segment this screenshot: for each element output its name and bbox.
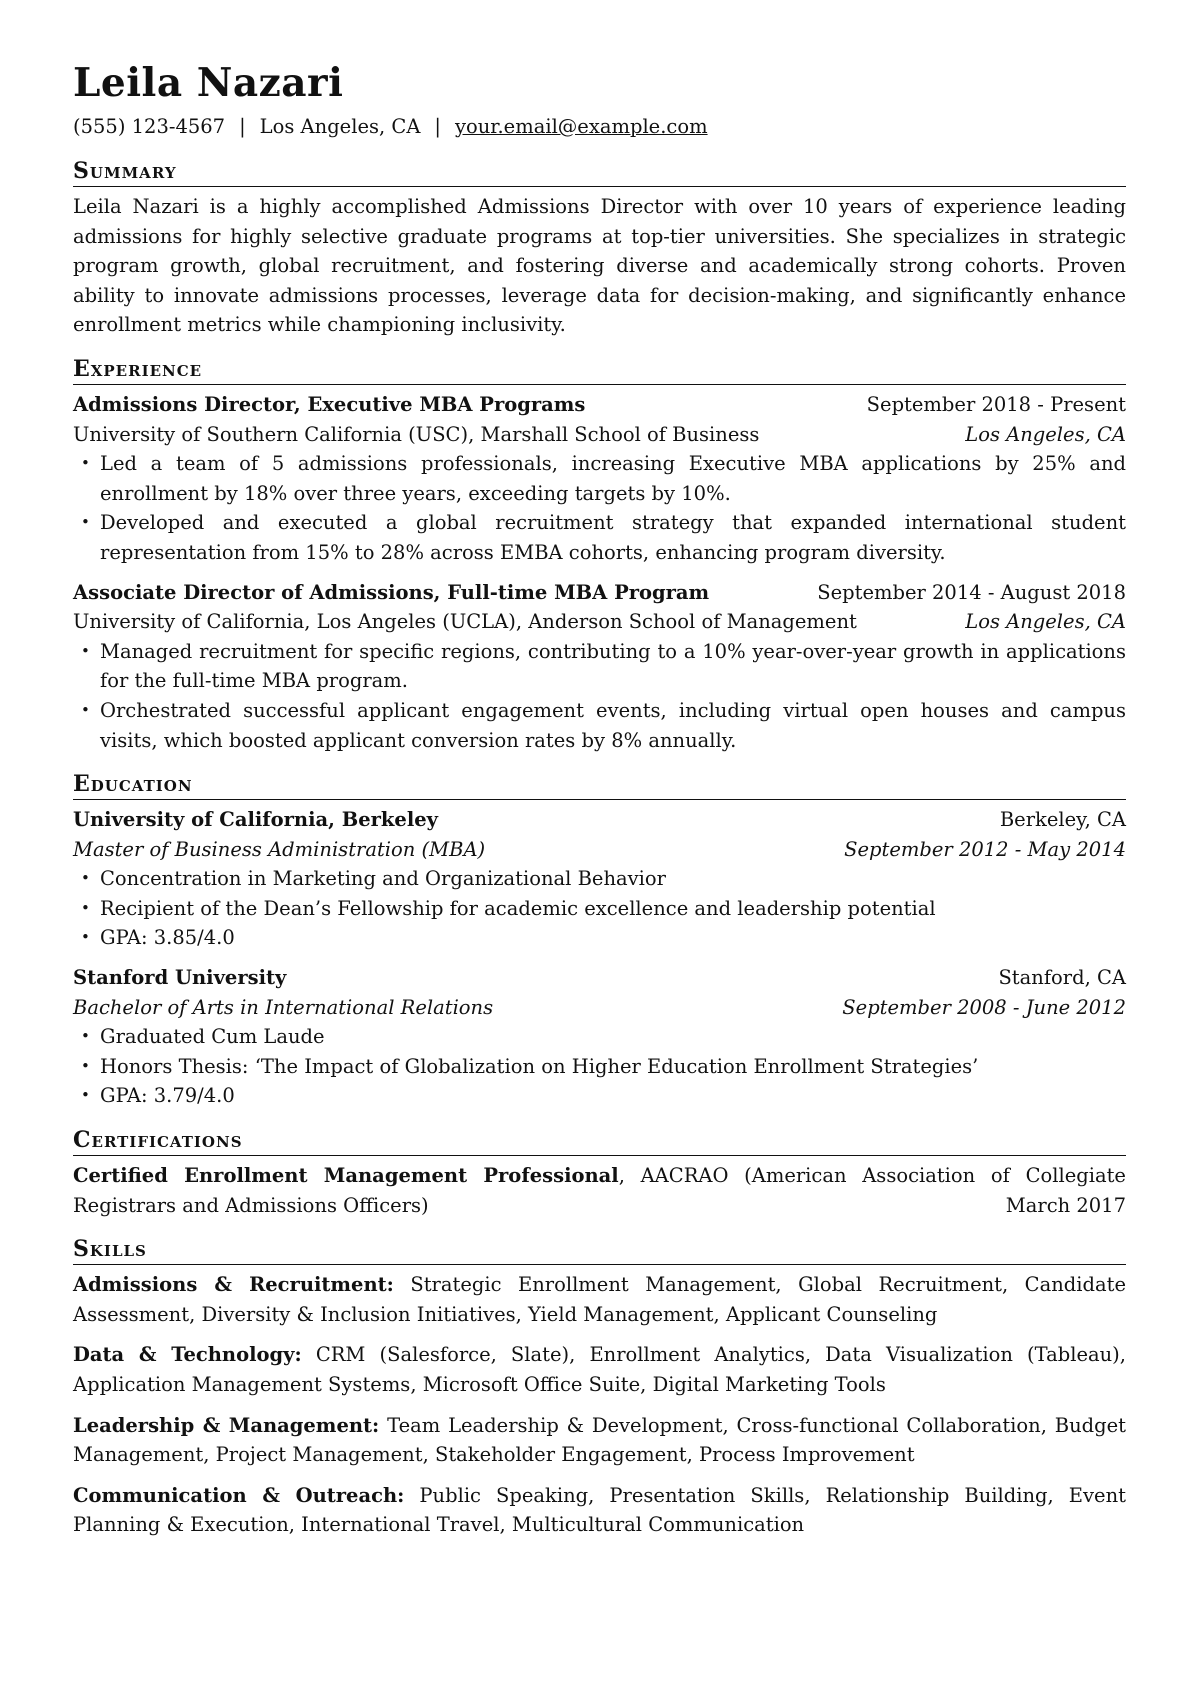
job-organization: University of California, Los Angeles (UCLA), Anderson School of Management [73, 610, 857, 634]
section-title-experience: Experience [73, 354, 1126, 385]
skill-group [73, 1411, 1126, 1470]
school-location: Berkeley, CA [999, 808, 1126, 832]
bullet-item: • Developed and executed a global recruitment strategy that expanded international student representation from 15% to 28% across EMBA cohorts, enhancing program diversity. [73, 508, 1126, 567]
contact-line [73, 112, 1126, 142]
job-title: Associate Director of Admissions, Full-time MBA Program [73, 580, 710, 604]
bullet-item: • GPA: 3.79/4.0 [73, 1081, 1126, 1111]
skill-group-label: Admissions & Recruitment: [73, 1273, 394, 1297]
education-entry [73, 805, 1126, 953]
bullet-item: • GPA: 3.85/4.0 [73, 923, 1126, 953]
bullet-icon: • [81, 928, 90, 947]
degree: Master of Business Administration (MBA) [73, 837, 486, 861]
job-dates: September 2014 - August 2018 [817, 580, 1126, 604]
certification-name: Certified Enrollment Management Professional [73, 1164, 619, 1188]
bullet-item: • Orchestrated successful applicant engagement events, including virtual open houses and campus visits, which boosted applicant conversion rates by 8% annually. [73, 696, 1126, 755]
location: Los Angeles, CA [259, 115, 421, 138]
bullet-item: • Led a team of 5 admissions professionals, increasing Executive MBA applications by 25% and enrollment by 18% over three years, exceeding targets by 10%. [73, 449, 1126, 508]
job-location: Los Angeles, CA [965, 610, 1126, 634]
candidate-name: Leila Nazari [73, 60, 344, 106]
contact-separator: | [239, 115, 246, 138]
resume-page [73, 58, 1126, 1551]
bullet-icon: • [81, 454, 90, 473]
degree: Bachelor of Arts in International Relations [73, 995, 494, 1019]
skill-group [73, 1481, 1126, 1540]
certification-date: March 2017 [1005, 1193, 1126, 1217]
school-name: Stanford University [73, 966, 287, 990]
bullet-icon: • [81, 1027, 90, 1046]
bullet-item: • Graduated Cum Laude [73, 1022, 1126, 1052]
education-dates: September 2008 - June 2012 [842, 995, 1126, 1019]
skill-group-text: Strategic Enrollment Management, Global Recruitment, Candidate Assessment, Diversity & Inclusion Initiatives, Yield Management, Applicant Counseling [73, 1273, 1126, 1326]
bullet-icon: • [81, 641, 90, 660]
summary-text: Leila Nazari is a highly accomplished Admissions Director with over 10 years of experience leading admissions for highly selective graduate programs at top-tier universities. She specializes in strategic program growth, global recruitment, and fostering diverse and academically strong cohorts. Proven ability to innovate admissions processes, leverage data for decision-making, and significantly enhance enrollment metrics while championing inclusivity. [73, 195, 1126, 337]
skill-group-label: Leadership & Management: [73, 1413, 380, 1437]
bullet-item: • Managed recruitment for specific regions, contributing to a 10% year-over-year growth in applications for the full-time MBA program. [73, 637, 1126, 696]
bullet-item: • Honors Thesis: ‘The Impact of Globalization on Higher Education Enrollment Strategies’ [73, 1052, 1126, 1082]
skill-group-label: Data & Technology: [73, 1343, 302, 1367]
section-title-summary: Summary [73, 156, 1126, 187]
bullet-icon: • [81, 513, 90, 532]
phone-number: (555) 123-4567 [73, 115, 226, 138]
job-dates: September 2018 - Present [866, 392, 1126, 416]
contact-separator: | [434, 115, 441, 138]
skill-group-text: Public Speaking, Presentation Skills, Relationship Building, Event Planning & Execution, International Travel, Multicultural Communication [73, 1483, 1126, 1537]
bullet-item: • Concentration in Marketing and Organizational Behavior [73, 864, 1126, 894]
bullet-icon: • [81, 1056, 90, 1075]
education-bullets [73, 864, 1126, 953]
education-entry [73, 963, 1126, 1111]
skill-group [73, 1340, 1126, 1399]
job-bullets [73, 449, 1126, 567]
skill-group [73, 1270, 1126, 1329]
job-bullets [73, 637, 1126, 755]
job-location: Los Angeles, CA [965, 422, 1126, 446]
school-location: Stanford, CA [998, 966, 1126, 990]
job-title: Admissions Director, Executive MBA Programs [73, 392, 586, 416]
bullet-icon: • [81, 700, 90, 719]
experience-entry [73, 390, 1126, 568]
bullet-icon: • [81, 898, 90, 917]
skill-group-text: CRM (Salesforce, Slate), Enrollment Analytics, Data Visualization (Tableau), Application Management Systems, Microsoft Office Suite, Digital Marketing Tools [73, 1343, 1126, 1396]
bullet-item: • Recipient of the Dean’s Fellowship for academic excellence and leadership potential [73, 894, 1126, 924]
certification-issuer: , AACRAO (American Association of Collegiate Registrars and Admissions Officers) [73, 1164, 1126, 1217]
education-dates: September 2012 - May 2014 [844, 837, 1126, 861]
skill-group-label: Communication & Outreach: [73, 1483, 405, 1507]
section-title-skills: Skills [73, 1234, 1126, 1265]
bullet-icon: • [81, 1086, 90, 1105]
section-title-education: Education [73, 769, 1126, 800]
email-link[interactable]: your.email@example.com [454, 115, 708, 138]
skill-group-text: Team Leadership & Development, Cross-functional Collaboration, Budget Management, Project Management, Stakeholder Engagement, Process Improvement [73, 1413, 1126, 1467]
section-title-certifications: Certifications [73, 1125, 1126, 1156]
education-bullets [73, 1022, 1126, 1111]
bullet-icon: • [81, 869, 90, 888]
school-name: University of California, Berkeley [73, 808, 438, 832]
experience-entry [73, 578, 1126, 756]
job-organization: University of Southern California (USC), Marshall School of Business [73, 422, 760, 446]
